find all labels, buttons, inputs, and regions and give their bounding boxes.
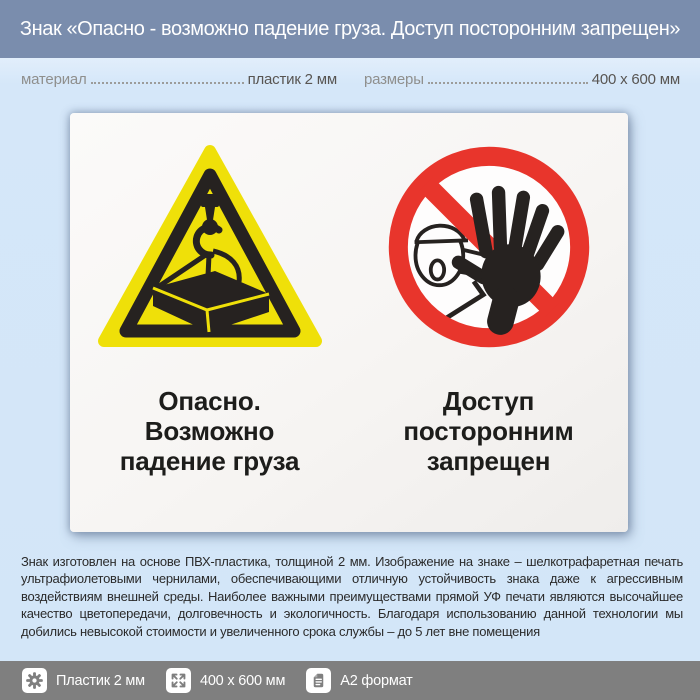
footer-item-size	[166, 668, 285, 693]
prohibition-caption	[403, 386, 573, 476]
footer-item-format	[306, 668, 412, 693]
spec-material	[21, 71, 337, 88]
prohibition-caption-line: запрещен	[426, 446, 551, 476]
header-bar	[0, 0, 700, 58]
document-icon	[306, 668, 331, 693]
footer-format-label: А2 формат	[340, 672, 413, 689]
dotted-leader	[428, 82, 588, 84]
dotted-leader	[91, 82, 244, 84]
material-label: материал	[21, 71, 87, 88]
warning-triangle-falling-load-icon	[95, 142, 325, 354]
material-value: пластик 2 мм	[247, 71, 337, 88]
product-description: Знак изготовлен на основе ПВХ-пластика, толщиной 2 мм. Изображение на знаке – шелкотрафаретная печать ультрафиолетовыми чернилами, обеспечивающими отличную устойчивость знака даже к агрессивным воздействиям внешней среды. Наиболее важными преимуществами прямой УФ печати являются высочайшее качество цветопередачи, долговечность и экологичность. Благодаря использованию данной технологии мы добились невысокой стоимости и увеличенного срока службы – до 5 лет вне помещения	[21, 554, 683, 639]
warning-sign-block	[70, 113, 349, 532]
main-area	[0, 58, 700, 661]
size-value: 400 x 600 мм	[591, 71, 680, 88]
warning-caption-line: падение груза	[119, 446, 300, 476]
spec-size	[364, 71, 680, 88]
no-access-hand-icon	[384, 142, 594, 354]
prohibition-sign-block	[349, 113, 628, 532]
footer-material-label: Пластик 2 мм	[56, 672, 145, 689]
prohibition-caption-line: посторонним	[403, 416, 574, 446]
specs-row	[21, 71, 680, 88]
gear-icon	[22, 668, 47, 693]
expand-icon	[166, 668, 191, 693]
warning-caption	[120, 386, 299, 476]
sign-panel	[70, 113, 628, 532]
size-label: размеры	[364, 71, 424, 88]
warning-caption-line: Возможно	[144, 416, 275, 446]
warning-caption-line: Опасно.	[158, 386, 261, 416]
footer-size-label: 400 x 600 мм	[199, 672, 286, 689]
prohibition-caption-line: Доступ	[442, 386, 535, 416]
footer-item-material	[22, 668, 145, 693]
page-title: Знак «Опасно - возможно падение груза. Доступ посторонним запрещен»	[19, 17, 681, 40]
footer-bar	[0, 661, 700, 700]
